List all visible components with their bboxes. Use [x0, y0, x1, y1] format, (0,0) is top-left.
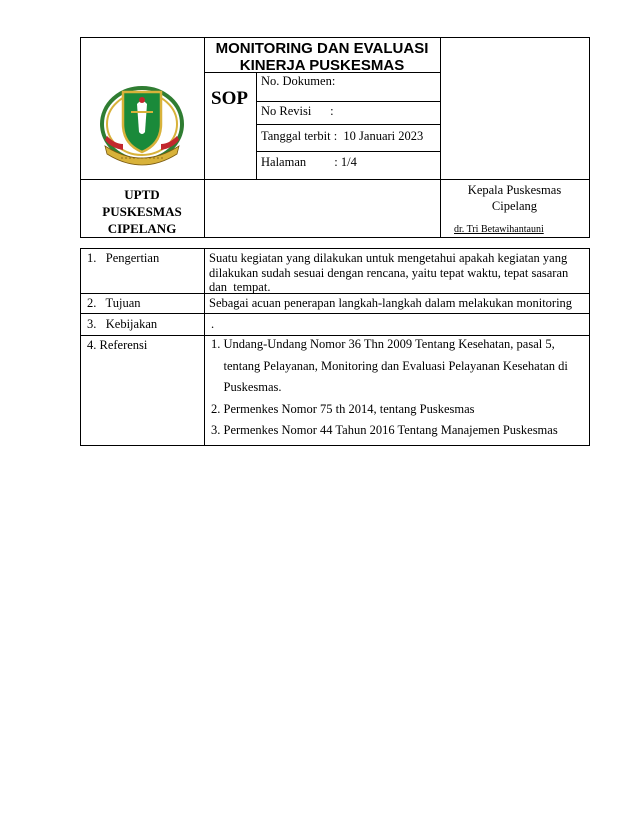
organization-name	[80, 186, 204, 237]
row-label-kebijakan: 3. Kebijakan	[87, 317, 158, 331]
org-line-2: PUSKESMAS	[102, 204, 182, 219]
meta-divider-3	[256, 151, 440, 152]
emblem-icon	[93, 78, 191, 176]
row-label-pengertian: 1. Pengertian	[87, 251, 160, 265]
content-left-border	[80, 248, 81, 445]
org-line-3: CIPELANG	[107, 221, 177, 236]
reference-item: 2. Permenkes Nomor 75 th 2014, tentang Puskesmas	[211, 401, 475, 416]
text-line: dilakukan sudah sesuai dengan rencana, yaitu tepat waktu, tepat sasaran	[209, 265, 569, 280]
header-bottom-border	[80, 237, 590, 238]
content-col-divider	[204, 248, 205, 445]
halaman-field: Halaman : 1/4	[261, 155, 357, 169]
reference-item: Puskesmas.	[211, 380, 282, 394]
row-label-tujuan: 2. Tujuan	[87, 296, 141, 310]
reference-item: 3. Permenkes Nomor 44 Tahun 2016 Tentang Manajemen Puskesmas	[211, 423, 558, 437]
text-line: .	[211, 317, 215, 331]
row-content-referensi	[211, 334, 589, 442]
text-line: dan tempat.	[209, 280, 271, 294]
signatory-name: dr. Tri Betawihantauni	[454, 224, 544, 235]
text-line: Suatu kegiatan yang dilakukan untuk mengetahui apakah kegiatan yang	[209, 251, 568, 265]
approver-title-2: Cipelang	[491, 199, 538, 213]
meta-divider-2	[256, 124, 440, 125]
header-mid-border	[80, 179, 590, 180]
reference-item: tentang Pelayanan, Monitoring dan Evaluasi Pelayanan Kesehatan di	[211, 358, 568, 373]
title-line-1: MONITORING DAN EVALUASI	[215, 40, 429, 57]
approver-title-1: Kepala Puskesmas	[467, 183, 562, 197]
approver-block	[440, 182, 589, 214]
text-line: Sebagai acuan penerapan langkah-langkah dalam melakukan monitoring	[209, 296, 573, 310]
title-line-2: KINERJA PUSKESMAS	[239, 57, 405, 74]
sop-divider	[256, 72, 257, 179]
document-title	[204, 40, 440, 74]
org-line-1: UPTD	[124, 187, 160, 202]
content-top-border	[80, 248, 590, 249]
city-emblem-logo	[93, 78, 191, 176]
row-divider-2	[80, 313, 590, 314]
content-right-border	[589, 248, 590, 445]
tanggal-terbit-field: Tanggal terbit : 10 Januari 2023	[261, 129, 424, 143]
meta-divider-1	[256, 101, 440, 102]
header-top-border	[80, 37, 590, 38]
reference-item: 1. Undang-Undang Nomor 36 Thn 2009 Tentang Kesehatan, pasal 5,	[211, 337, 555, 351]
no-revisi-field: No Revisi :	[261, 104, 334, 118]
header-right-border	[589, 37, 590, 237]
content-bottom-border	[80, 445, 590, 446]
row-label-referensi: 4. Referensi	[87, 338, 148, 352]
row-content-kebijakan	[211, 317, 589, 332]
row-content-tujuan	[209, 296, 589, 311]
row-content-pengertian	[209, 251, 589, 295]
sop-label: SOP	[211, 88, 248, 109]
no-dokumen-field: No. Dokumen:	[261, 74, 336, 88]
